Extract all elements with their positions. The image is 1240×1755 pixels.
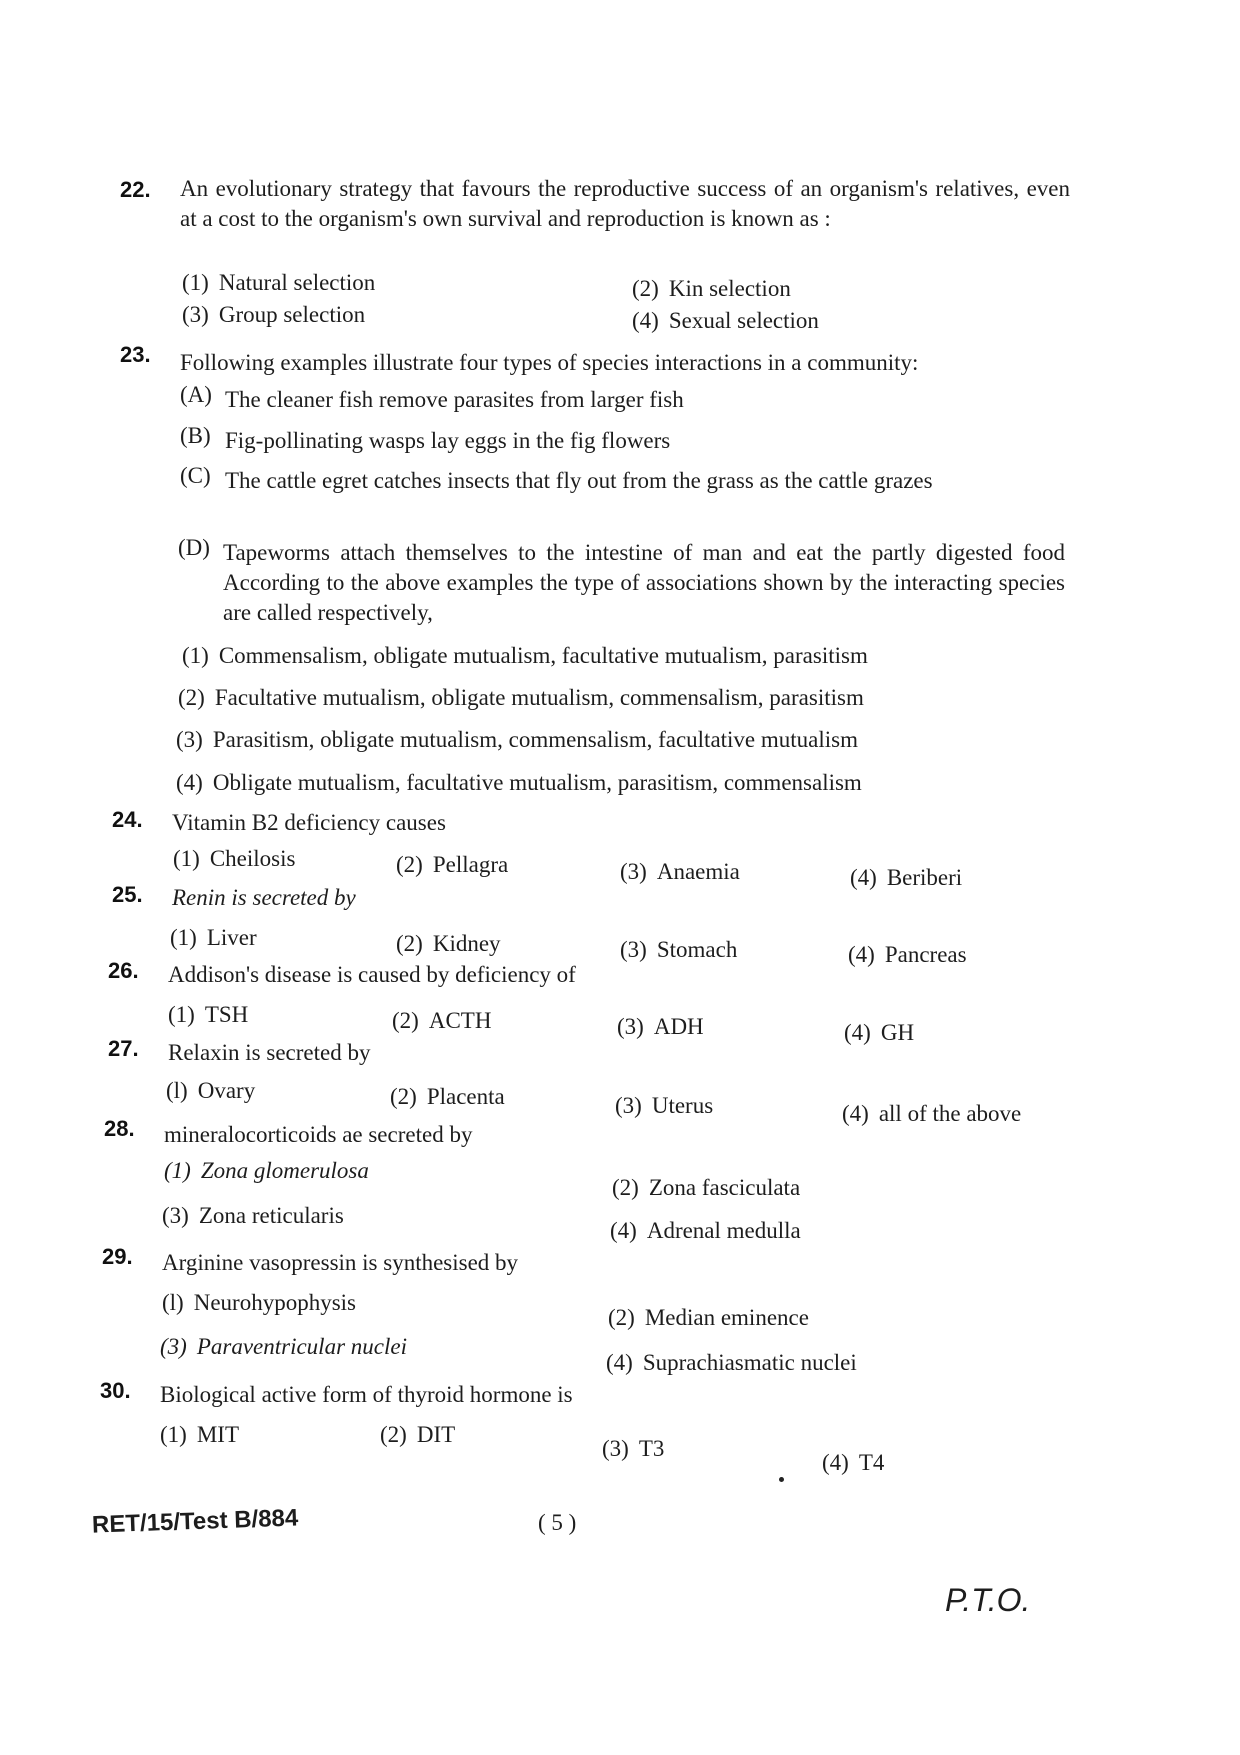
option: (1) TSH [168,1002,249,1027]
question-number: 30. [100,1378,131,1403]
option: (3) Paraventricular nuclei [160,1334,407,1359]
option: (4) T4 [822,1450,885,1475]
statement-text: The cattle egret catches insects that fly out from the grass as the cattle grazes [225,468,933,493]
option: (3) Zona reticularis [162,1203,344,1228]
option: (2) Kin selection [632,276,791,301]
statement-label: (B) [180,423,211,448]
option: (4) Pancreas [848,942,967,967]
option: (4) Adrenal medulla [610,1218,801,1243]
question-text: mineralocorticoids ae secreted by [164,1122,473,1147]
question-text: Renin is secreted by [172,885,356,910]
option: (2) Median eminence [608,1305,809,1330]
option: (l) Neurohypophysis [162,1290,356,1315]
option: (4) all of the above [842,1101,1022,1126]
option: (3) ADH [617,1014,704,1039]
option: (3) T3 [602,1436,665,1461]
statement-text: Fig-pollinating wasps lay eggs in the fig flowers [225,428,671,453]
statement-label: (C) [180,463,211,488]
statement-label: (A) [180,382,212,407]
pto-note: P.T.O. [945,1582,1031,1618]
question-number: 22. [120,177,151,202]
option: (3) Anaemia [620,859,740,884]
statement-text: The cleaner fish remove parasites from larger fish [225,387,684,412]
option: (3) Uterus [615,1093,714,1118]
question-text: Relaxin is secreted by [168,1040,371,1065]
option: (3) Stomach [620,937,738,962]
option: (2) Facultative mutualism, obligate mutualism, commensalism, parasitism [178,685,864,710]
question-text: Addison's disease is caused by deficiency of [168,962,576,987]
statement-label: (D) [178,535,210,560]
question-number: 28. [104,1116,135,1141]
question-number: 26. [108,958,139,983]
question-text: Vitamin B2 deficiency causes [172,810,446,835]
test-code: RET/15/Test B/884 [91,1504,299,1539]
question-number: 24. [112,807,143,832]
option: (4) GH [844,1020,915,1045]
option: (1) Commensalism, obligate mutualism, facultative mutualism, parasitism [182,643,868,668]
option: (2) DIT [380,1422,456,1447]
option: (2) Zona fasciculata [612,1175,801,1200]
option: (2) Kidney [396,931,501,956]
option: (l) Ovary [166,1078,256,1103]
option: (3) Group selection [182,302,366,327]
option: (1) Liver [170,925,257,950]
question-text: Following examples illustrate four types of species interactions in a community: [180,350,919,375]
option: (2) Pellagra [396,852,509,877]
question-text: Biological active form of thyroid hormone is [160,1382,573,1407]
statement-text: Tapeworms attach themselves to the intestine of man and eat the partly digested food According to the above examples the type of associations shown by the interacting species are called respectively, [223,540,1065,625]
question-text: Arginine vasopressin is synthesised by [162,1250,519,1275]
stray-mark [779,1477,784,1482]
option: (1) Zona glomerulosa [164,1158,369,1183]
question-number: 25. [112,882,143,907]
option: (1) Cheilosis [173,846,296,871]
option: (3) Parasitism, obligate mutualism, commensalism, facultative mutualism [176,727,858,752]
option: (2) ACTH [392,1008,492,1033]
option: (4) Beriberi [850,865,963,890]
page-number: ( 5 ) [538,1510,577,1535]
option: (1) MIT [160,1422,239,1447]
question-number: 23. [120,342,151,367]
option: (2) Placenta [390,1084,505,1109]
question-number: 27. [108,1036,139,1061]
option: (4) Obligate mutualism, facultative mutualism, parasitism, commensalism [176,770,862,795]
question-number: 29. [102,1244,133,1269]
option: (1) Natural selection [182,270,376,295]
question-text: An evolutionary strategy that favours the reproductive success of an organism's relatives, even at a cost to the organism's own survival and reproduction is known as : [180,176,1070,231]
option: (4) Sexual selection [632,308,819,333]
option: (4) Suprachiasmatic nuclei [606,1350,857,1375]
